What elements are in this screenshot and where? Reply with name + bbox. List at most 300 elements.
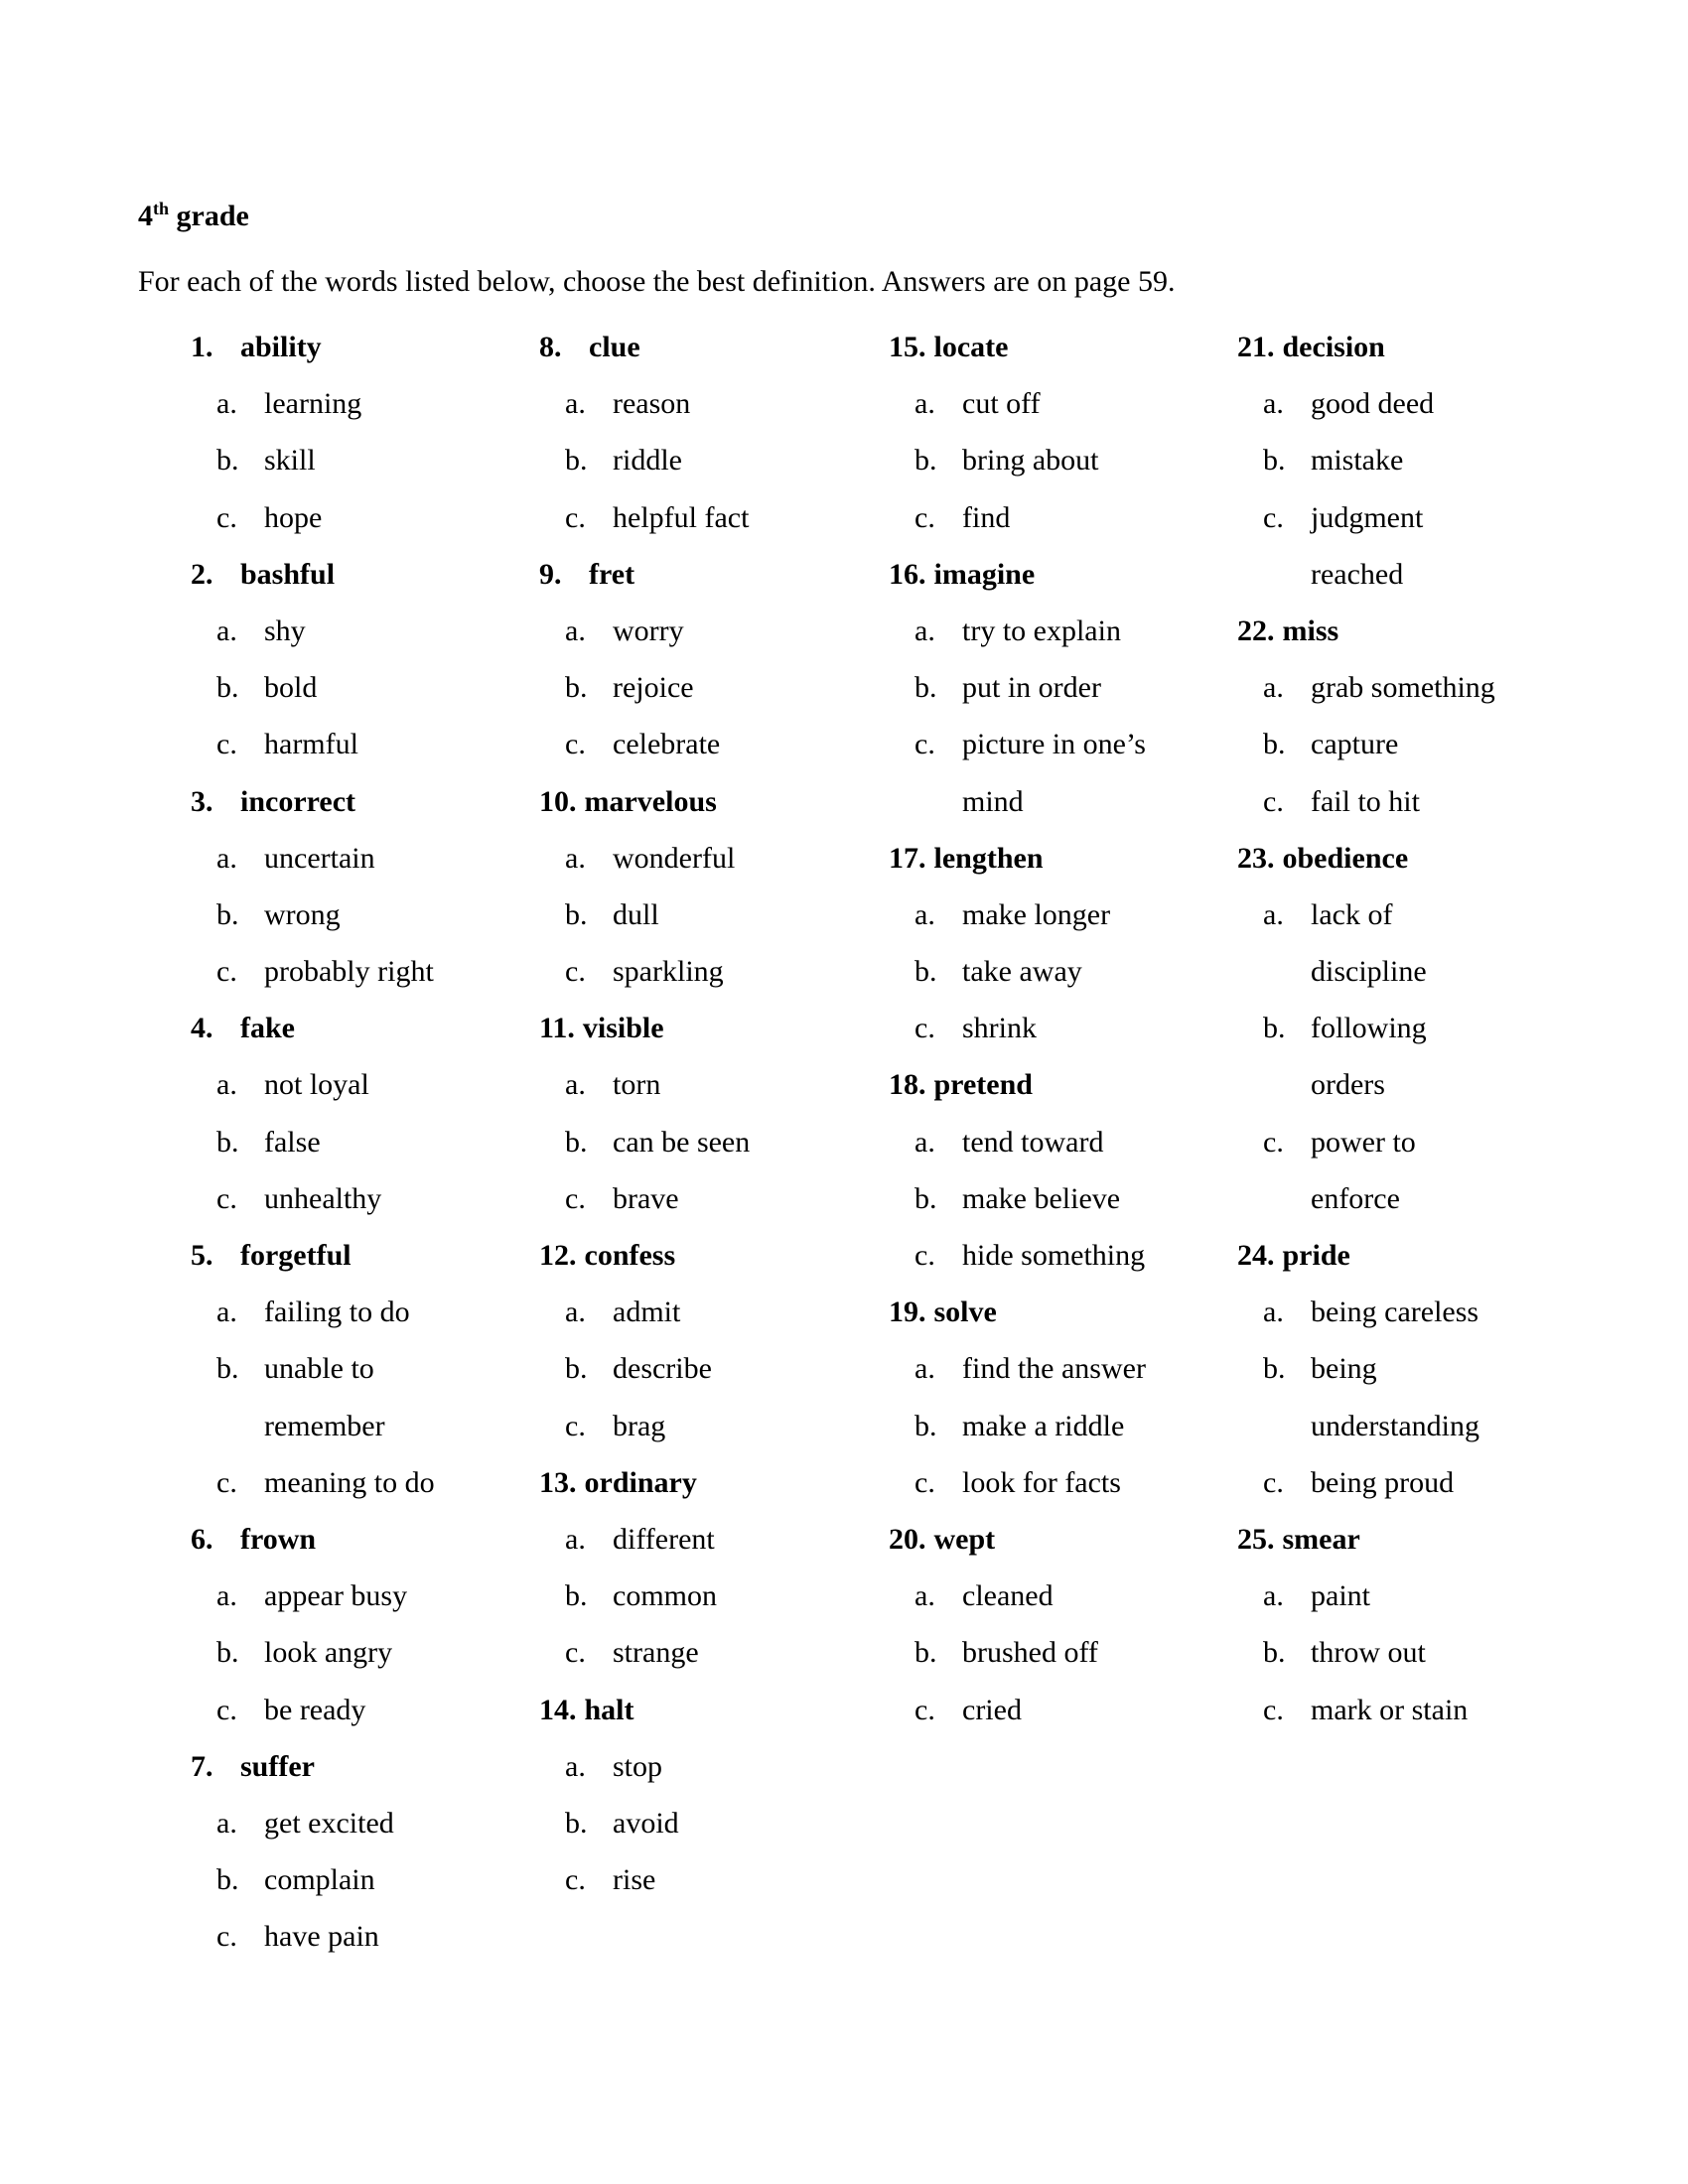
option-text: skill xyxy=(264,444,316,478)
option-letter: c. xyxy=(914,1693,935,1726)
column-1 xyxy=(191,328,528,1974)
question-word xyxy=(889,555,1226,612)
answer-option xyxy=(889,384,1226,441)
option-letter: b. xyxy=(914,1409,937,1442)
answer-option xyxy=(1237,1463,1575,1520)
option-letter: a. xyxy=(565,1749,586,1783)
answer-option xyxy=(889,1633,1226,1690)
option-letter: c. xyxy=(565,1636,586,1670)
answer-option xyxy=(191,1463,528,1520)
option-text: shrink xyxy=(962,1012,1037,1045)
answer-option xyxy=(889,952,1226,1009)
answer-option xyxy=(191,441,528,497)
option-letter: a. xyxy=(914,897,935,931)
vocabulary-word: fake xyxy=(240,1012,295,1045)
option-text: paint xyxy=(1311,1579,1370,1613)
question-number: 7. xyxy=(191,1749,213,1783)
option-letter: a. xyxy=(565,614,586,647)
answer-option xyxy=(191,1179,528,1236)
option-letter: b. xyxy=(216,671,239,705)
answer-option xyxy=(889,668,1226,725)
instructions: For each of the words listed below, choose the best definition. Answers are on page 59. xyxy=(138,265,1176,298)
answer-option xyxy=(191,1860,528,1917)
option-text: shy xyxy=(264,614,306,647)
answer-option xyxy=(889,498,1226,555)
answer-option xyxy=(1237,498,1575,555)
answer-option xyxy=(889,1407,1226,1463)
option-text-continuation xyxy=(1237,1407,1575,1463)
answer-option xyxy=(539,441,877,497)
option-letter: a. xyxy=(1263,1579,1284,1613)
answer-option xyxy=(539,1633,877,1690)
answer-option xyxy=(889,1009,1226,1065)
option-letter: a. xyxy=(216,614,237,647)
question-word xyxy=(191,555,528,612)
question-word xyxy=(191,782,528,839)
answer-option xyxy=(539,1747,877,1804)
answer-option xyxy=(539,1123,877,1179)
option-letter: b. xyxy=(1263,1012,1286,1045)
answer-option xyxy=(889,1179,1226,1236)
option-letter: b. xyxy=(216,444,239,478)
answer-option xyxy=(191,1691,528,1747)
option-letter: c. xyxy=(216,728,237,761)
vocabulary-word: halt xyxy=(584,1693,634,1726)
question-number: 16. xyxy=(889,557,926,591)
option-text: hope xyxy=(264,500,323,534)
title-superscript: th xyxy=(153,199,170,218)
option-text: understanding xyxy=(1311,1409,1479,1442)
question-word xyxy=(1237,1236,1575,1293)
option-text: grab something xyxy=(1311,671,1495,705)
answer-option xyxy=(889,1123,1226,1179)
option-letter: c. xyxy=(216,955,237,989)
answer-option xyxy=(539,384,877,441)
question-number: 5. xyxy=(191,1239,213,1272)
question-word xyxy=(539,1691,877,1747)
option-letter: b. xyxy=(216,1352,239,1386)
option-letter: b. xyxy=(565,444,588,478)
option-text: try to explain xyxy=(962,614,1121,647)
option-letter: b. xyxy=(1263,1352,1286,1386)
option-letter: a. xyxy=(1263,897,1284,931)
vocabulary-word: visible xyxy=(582,1012,664,1045)
answer-option xyxy=(1237,1349,1575,1406)
answer-option xyxy=(191,612,528,668)
option-letter: c. xyxy=(565,1409,586,1442)
question-word xyxy=(539,1463,877,1520)
answer-option xyxy=(1237,1691,1575,1747)
option-letter: a. xyxy=(914,614,935,647)
option-text: reached xyxy=(1311,557,1404,591)
vocabulary-word: obedience xyxy=(1282,841,1409,875)
option-letter: a. xyxy=(914,1579,935,1613)
option-letter: a. xyxy=(914,1352,935,1386)
option-letter: c. xyxy=(565,500,586,534)
option-text: power to xyxy=(1311,1125,1416,1159)
option-letter: a. xyxy=(1263,1296,1284,1329)
option-text: mistake xyxy=(1311,444,1404,478)
option-letter: b. xyxy=(914,955,937,989)
answer-option xyxy=(889,441,1226,497)
option-text: hide something xyxy=(962,1239,1146,1272)
answer-option xyxy=(539,668,877,725)
option-text: describe xyxy=(613,1352,712,1386)
option-text: mark or stain xyxy=(1311,1693,1469,1726)
option-text: picture in one’s xyxy=(962,728,1146,761)
option-text: rise xyxy=(613,1863,656,1897)
option-letter: b. xyxy=(914,444,937,478)
vocabulary-word: clue xyxy=(589,331,640,363)
option-letter: c. xyxy=(1263,1125,1284,1159)
question-number: 4. xyxy=(191,1012,213,1045)
option-text: discipline xyxy=(1311,955,1427,989)
option-letter: b. xyxy=(1263,728,1286,761)
option-text: celebrate xyxy=(613,728,721,761)
option-text: capture xyxy=(1311,728,1399,761)
option-letter: a. xyxy=(1263,387,1284,421)
option-letter: b. xyxy=(1263,1636,1286,1670)
answer-option xyxy=(539,498,877,555)
option-text: lack of xyxy=(1311,897,1393,931)
option-text: being xyxy=(1311,1352,1377,1386)
question-number: 22. xyxy=(1237,614,1275,647)
answer-option xyxy=(1237,441,1575,497)
vocabulary-word: confess xyxy=(584,1239,676,1272)
answer-option xyxy=(539,612,877,668)
option-letter: a. xyxy=(565,387,586,421)
question-word xyxy=(191,328,528,384)
option-letter: a. xyxy=(1263,671,1284,705)
option-letter: a. xyxy=(216,1068,237,1102)
option-text: torn xyxy=(613,1068,661,1102)
question-number: 21. xyxy=(1237,331,1275,363)
question-number: 8. xyxy=(539,331,562,363)
option-text: helpful fact xyxy=(613,500,750,534)
option-text: sparkling xyxy=(613,955,724,989)
answer-option xyxy=(539,1520,877,1576)
option-letter: c. xyxy=(216,1465,237,1499)
answer-option xyxy=(1237,1293,1575,1349)
option-letter: b. xyxy=(216,1636,239,1670)
option-letter: b. xyxy=(565,1125,588,1159)
option-text: brushed off xyxy=(962,1636,1098,1670)
question-number: 25. xyxy=(1237,1522,1275,1556)
vocabulary-word: decision xyxy=(1282,331,1385,363)
option-text: judgment xyxy=(1311,500,1424,534)
option-text: cut off xyxy=(962,387,1041,421)
answer-option xyxy=(191,1917,528,1974)
answer-option xyxy=(1237,782,1575,839)
option-letter: b. xyxy=(914,1636,937,1670)
vocabulary-word: bashful xyxy=(240,557,336,591)
question-number: 19. xyxy=(889,1296,926,1329)
vocabulary-word: forgetful xyxy=(240,1239,352,1272)
answer-option xyxy=(1237,1123,1575,1179)
option-letter: b. xyxy=(565,671,588,705)
vocabulary-word: pretend xyxy=(933,1068,1033,1102)
option-text: common xyxy=(613,1579,717,1613)
answer-option xyxy=(191,839,528,895)
option-text: admit xyxy=(613,1296,681,1329)
option-letter: b. xyxy=(565,1352,588,1386)
option-text: being proud xyxy=(1311,1465,1455,1499)
question-number: 3. xyxy=(191,784,213,818)
answer-option xyxy=(889,1463,1226,1520)
option-letter: c. xyxy=(914,1239,935,1272)
question-number: 9. xyxy=(539,557,562,591)
option-letter: b. xyxy=(216,1125,239,1159)
option-text: throw out xyxy=(1311,1636,1426,1670)
option-text: can be seen xyxy=(613,1125,751,1159)
question-number: 2. xyxy=(191,557,213,591)
option-letter: c. xyxy=(1263,784,1284,818)
option-letter: c. xyxy=(216,1920,237,1954)
option-text: get excited xyxy=(264,1806,394,1840)
question-word xyxy=(191,1747,528,1804)
answer-option xyxy=(191,384,528,441)
option-text: harmful xyxy=(264,728,358,761)
question-number: 20. xyxy=(889,1522,926,1556)
question-number: 11. xyxy=(539,1012,575,1045)
option-text: make believe xyxy=(962,1181,1121,1215)
option-text-continuation xyxy=(889,782,1226,839)
question-number: 14. xyxy=(539,1693,577,1726)
vocabulary-word: lengthen xyxy=(933,841,1044,875)
option-text: orders xyxy=(1311,1068,1385,1102)
option-text: learning xyxy=(264,387,362,421)
option-text: cleaned xyxy=(962,1579,1054,1613)
question-number: 1. xyxy=(191,331,213,363)
option-letter: c. xyxy=(1263,1693,1284,1726)
option-text: not loyal xyxy=(264,1068,369,1102)
option-text: wrong xyxy=(264,897,341,931)
option-text: failing to do xyxy=(264,1296,410,1329)
option-letter: c. xyxy=(1263,1465,1284,1499)
question-number: 13. xyxy=(539,1465,577,1499)
option-letter: c. xyxy=(565,1863,586,1897)
question-word xyxy=(191,1009,528,1065)
option-text: probably right xyxy=(264,955,434,989)
question-number: 18. xyxy=(889,1068,926,1102)
answer-option xyxy=(889,895,1226,952)
option-letter: a. xyxy=(914,1125,935,1159)
option-letter: a. xyxy=(216,1806,237,1840)
option-text: brag xyxy=(613,1409,666,1442)
column-2 xyxy=(539,328,877,1917)
option-text: mind xyxy=(962,784,1024,818)
answer-option xyxy=(191,498,528,555)
vocabulary-word: wept xyxy=(933,1522,996,1556)
option-letter: b. xyxy=(914,1181,937,1215)
question-word xyxy=(889,328,1226,384)
option-text: tend toward xyxy=(962,1125,1104,1159)
question-word xyxy=(889,1520,1226,1576)
option-letter: b. xyxy=(914,671,937,705)
option-letter: c. xyxy=(914,1012,935,1045)
column-4 xyxy=(1237,328,1575,1747)
option-text: find the answer xyxy=(962,1352,1146,1386)
option-text: uncertain xyxy=(264,841,375,875)
option-text: look angry xyxy=(264,1636,393,1670)
option-letter: a. xyxy=(565,1296,586,1329)
option-text: unable to xyxy=(264,1352,374,1386)
option-text: have pain xyxy=(264,1920,379,1954)
option-text: brave xyxy=(613,1181,679,1215)
answer-option xyxy=(539,1293,877,1349)
question-word xyxy=(1237,839,1575,895)
option-text: cried xyxy=(962,1693,1022,1726)
option-letter: b. xyxy=(565,897,588,931)
answer-option xyxy=(889,1576,1226,1633)
answer-option xyxy=(1237,384,1575,441)
answer-option xyxy=(191,952,528,1009)
answer-option xyxy=(1237,725,1575,781)
question-word xyxy=(191,1236,528,1293)
answer-option xyxy=(889,725,1226,781)
option-text: fail to hit xyxy=(1311,784,1420,818)
option-letter: a. xyxy=(565,1522,586,1556)
answer-option xyxy=(539,839,877,895)
question-number: 10. xyxy=(539,784,577,818)
option-letter: b. xyxy=(1263,444,1286,478)
answer-option xyxy=(191,1065,528,1122)
option-letter: a. xyxy=(216,1579,237,1613)
title-number: 4 xyxy=(138,200,153,232)
question-number: 15. xyxy=(889,331,926,363)
question-word xyxy=(889,1065,1226,1122)
answer-option xyxy=(191,1804,528,1860)
option-text: make a riddle xyxy=(962,1409,1125,1442)
answer-option xyxy=(539,952,877,1009)
answer-option xyxy=(1237,1576,1575,1633)
question-word xyxy=(539,1236,877,1293)
option-text-continuation xyxy=(1237,952,1575,1009)
option-text: worry xyxy=(613,614,684,647)
answer-option xyxy=(191,1576,528,1633)
option-letter: b. xyxy=(216,897,239,931)
option-letter: c. xyxy=(565,1181,586,1215)
vocabulary-word: smear xyxy=(1282,1522,1360,1556)
option-letter: b. xyxy=(565,1806,588,1840)
option-letter: c. xyxy=(216,500,237,534)
option-letter: c. xyxy=(565,955,586,989)
option-text: look for facts xyxy=(962,1465,1121,1499)
option-text: stop xyxy=(613,1749,663,1783)
question-word xyxy=(1237,328,1575,384)
option-text: different xyxy=(613,1522,715,1556)
option-text: meaning to do xyxy=(264,1465,435,1499)
option-letter: a. xyxy=(216,1296,237,1329)
option-text: find xyxy=(962,500,1011,534)
question-number: 12. xyxy=(539,1239,577,1272)
option-text: make longer xyxy=(962,897,1111,931)
question-word xyxy=(539,782,877,839)
option-text: appear busy xyxy=(264,1579,408,1613)
title-rest: grade xyxy=(169,200,249,232)
vocabulary-word: marvelous xyxy=(584,784,717,818)
answer-option xyxy=(889,612,1226,668)
vocabulary-word: miss xyxy=(1282,614,1339,647)
option-text-continuation xyxy=(1237,555,1575,612)
vocabulary-word: suffer xyxy=(240,1749,315,1783)
option-text-continuation xyxy=(191,1407,528,1463)
question-number: 17. xyxy=(889,841,926,875)
option-letter: c. xyxy=(1263,500,1284,534)
option-text: take away xyxy=(962,955,1082,989)
question-number: 23. xyxy=(1237,841,1275,875)
answer-option xyxy=(191,668,528,725)
option-text-continuation xyxy=(1237,1179,1575,1236)
option-text: put in order xyxy=(962,671,1101,705)
option-text: good deed xyxy=(1311,387,1435,421)
answer-option xyxy=(539,895,877,952)
answer-option xyxy=(539,1860,877,1917)
option-letter: a. xyxy=(565,1068,586,1102)
option-text: reason xyxy=(613,387,691,421)
vocabulary-word: fret xyxy=(589,557,635,591)
question-number: 6. xyxy=(191,1522,213,1556)
answer-option xyxy=(1237,1009,1575,1065)
option-text: dull xyxy=(613,897,659,931)
question-word xyxy=(1237,1520,1575,1576)
answer-option xyxy=(539,1179,877,1236)
option-text: riddle xyxy=(613,444,682,478)
option-letter: a. xyxy=(216,387,237,421)
option-letter: c. xyxy=(216,1693,237,1726)
option-text: false xyxy=(264,1125,321,1159)
question-number: 24. xyxy=(1237,1239,1275,1272)
page-title xyxy=(138,197,249,236)
option-text: wonderful xyxy=(613,841,736,875)
answer-option xyxy=(889,1349,1226,1406)
option-text: strange xyxy=(613,1636,699,1670)
question-word xyxy=(889,1293,1226,1349)
option-letter: b. xyxy=(216,1863,239,1897)
answer-option xyxy=(191,1633,528,1690)
option-letter: c. xyxy=(914,500,935,534)
answer-option xyxy=(191,1293,528,1349)
option-letter: c. xyxy=(914,728,935,761)
question-word xyxy=(539,555,877,612)
question-word xyxy=(889,839,1226,895)
option-text: enforce xyxy=(1311,1181,1400,1215)
answer-option xyxy=(889,1236,1226,1293)
question-word xyxy=(539,328,877,384)
question-word xyxy=(191,1520,528,1576)
option-letter: a. xyxy=(565,841,586,875)
answer-option xyxy=(539,1065,877,1122)
option-letter: a. xyxy=(914,387,935,421)
option-letter: c. xyxy=(216,1181,237,1215)
option-text: following xyxy=(1311,1012,1427,1045)
question-word xyxy=(1237,612,1575,668)
answer-option xyxy=(191,1349,528,1406)
option-text: being careless xyxy=(1311,1296,1479,1329)
vocabulary-word: locate xyxy=(933,331,1009,363)
answer-option xyxy=(1237,1633,1575,1690)
answer-option xyxy=(889,1691,1226,1747)
answer-option xyxy=(191,1123,528,1179)
vocabulary-word: frown xyxy=(240,1522,317,1556)
column-3 xyxy=(889,328,1226,1747)
question-word xyxy=(539,1009,877,1065)
vocabulary-word: incorrect xyxy=(240,784,356,818)
answer-option xyxy=(539,725,877,781)
answer-option xyxy=(1237,895,1575,952)
vocabulary-word: ordinary xyxy=(584,1465,697,1499)
option-text: complain xyxy=(264,1863,375,1897)
